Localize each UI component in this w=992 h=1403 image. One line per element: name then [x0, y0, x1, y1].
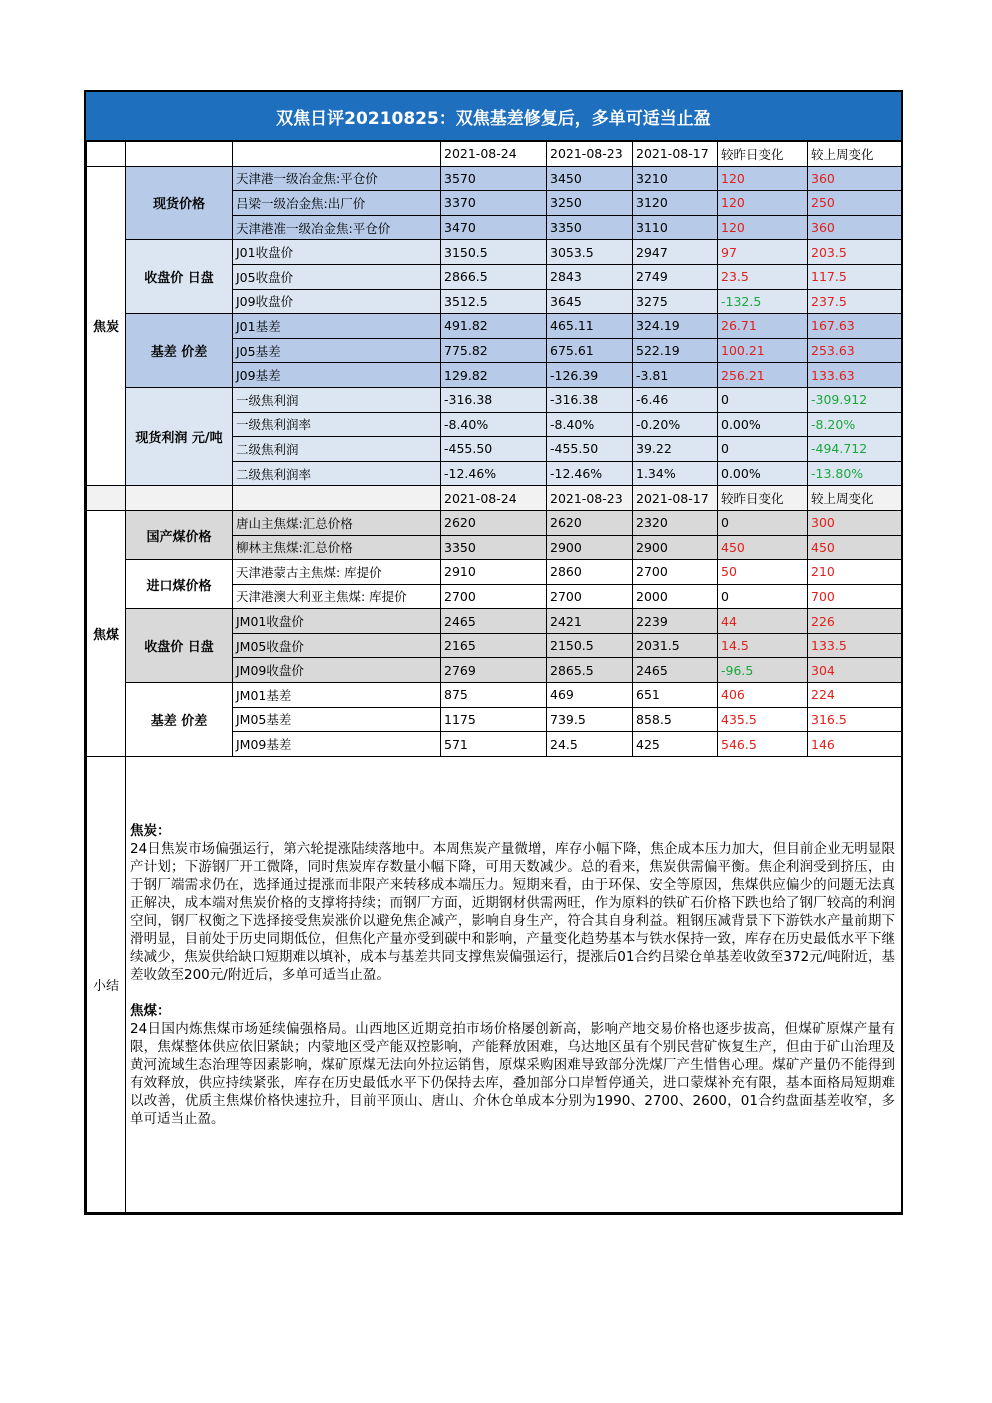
- value-cell: 304: [808, 658, 902, 683]
- value-cell: -96.5: [718, 658, 808, 683]
- value-cell: -12.46%: [441, 461, 547, 486]
- value-cell: -0.20%: [633, 412, 718, 437]
- value-cell: 2749: [633, 264, 718, 289]
- header-blank: [233, 142, 441, 167]
- summary-label: 小结: [87, 756, 126, 1212]
- group-label: 现货利润 元/吨: [126, 387, 233, 485]
- value-cell: -12.46%: [547, 461, 633, 486]
- value-cell: 651: [633, 683, 718, 708]
- value-cell: -316.38: [547, 387, 633, 412]
- value-cell: 2843: [547, 264, 633, 289]
- value-cell: 571: [441, 732, 547, 757]
- value-cell: 3150.5: [441, 240, 547, 265]
- row-label: J01收盘价: [233, 240, 441, 265]
- value-cell: 2465: [441, 609, 547, 634]
- value-cell: 100.21: [718, 338, 808, 363]
- coal-row: [87, 609, 902, 634]
- value-cell: -494.712: [808, 437, 902, 462]
- value-cell: -455.50: [547, 437, 633, 462]
- group-label: 国产煤价格: [126, 510, 233, 559]
- value-cell: 50: [718, 560, 808, 585]
- value-cell: 360: [808, 166, 902, 191]
- row-label: JM05收盘价: [233, 633, 441, 658]
- value-cell: 44: [718, 609, 808, 634]
- value-cell: 146: [808, 732, 902, 757]
- header-blank: [126, 142, 233, 167]
- coke-summary: [130, 822, 895, 984]
- value-cell: 226: [808, 609, 902, 634]
- column-header: 2021-08-17: [633, 142, 718, 167]
- value-cell: -132.5: [718, 289, 808, 314]
- group-label: 现货价格: [126, 166, 233, 240]
- value-cell: 1.34%: [633, 461, 718, 486]
- value-cell: 24.5: [547, 732, 633, 757]
- coke-summary-text: 24日焦炭市场偏强运行，第六轮提涨陆续落地中。本周焦炭产量微增，库存小幅下降，焦企成本压力加大，但目前企业无明显限产计划；下游钢厂开工微降，同时焦炭库存数量小幅下降，可用天数减少。总的看来，焦炭供需偏平衡。焦企利润受到挤压，由于钢厂端需求仍在，选择通过提涨而非限产来转移成本端压力。短期来看，由于环保、安全等原因，焦煤供应偏少的问题无法真正解决，成本端对焦炭价格的支撑将持续；而钢厂方面，近期钢材供需两旺，作为原料的铁矿石价格下跌也给了钢厂较高的利润空间，钢厂权衡之下选择接受焦炭涨价以避免焦企减产，影响自身生产，符合其自身利益。粗钢压减背景下下游铁水产量前期下滑明显，目前处于历史同期低位，但焦化产量亦受到碳中和影响，产量变化趋势基本与铁水保持一致，库存在历史最低水平下继续减少，焦炭供给缺口短期难以填补，成本与基差共同支撑焦炭偏强运行，提涨后01合约吕梁仓单基差收敛至372元/吨附近，基差收敛至200元/附近后，多单可适当止盈。: [130, 841, 895, 984]
- value-cell: 775.82: [441, 338, 547, 363]
- value-cell: 2000: [633, 584, 718, 609]
- value-cell: 0: [718, 584, 808, 609]
- value-cell: 23.5: [718, 264, 808, 289]
- row-label: 天津港准一级冶金焦:平仓价: [233, 215, 441, 240]
- report-title: 双焦日评20210825：双焦基差修复后，多单可适当止盈: [86, 92, 901, 141]
- value-cell: 360: [808, 215, 902, 240]
- value-cell: 3512.5: [441, 289, 547, 314]
- value-cell: 2947: [633, 240, 718, 265]
- value-cell: -316.38: [441, 387, 547, 412]
- value-cell: 3110: [633, 215, 718, 240]
- value-cell: 491.82: [441, 314, 547, 339]
- value-cell: -3.81: [633, 363, 718, 388]
- value-cell: 425: [633, 732, 718, 757]
- header-blank: [233, 486, 441, 511]
- value-cell: 2031.5: [633, 633, 718, 658]
- value-cell: 0.00%: [718, 412, 808, 437]
- row-label: 柳林主焦煤:汇总价格: [233, 535, 441, 560]
- value-cell: 450: [808, 535, 902, 560]
- value-cell: 2620: [547, 510, 633, 535]
- value-cell: 3570: [441, 166, 547, 191]
- row-label: 吕梁一级冶金焦:出厂价: [233, 191, 441, 216]
- data-table: [86, 141, 902, 1213]
- value-cell: -455.50: [441, 437, 547, 462]
- header-blank: [87, 142, 126, 167]
- coal-header-row: [87, 486, 902, 511]
- value-cell: 0: [718, 437, 808, 462]
- value-cell: 3350: [441, 535, 547, 560]
- row-label: 二级焦利润: [233, 437, 441, 462]
- value-cell: 133.63: [808, 363, 902, 388]
- value-cell: 406: [718, 683, 808, 708]
- report-sheet: [84, 90, 903, 1215]
- value-cell: -6.46: [633, 387, 718, 412]
- column-header: 2021-08-17: [633, 486, 718, 511]
- value-cell: 14.5: [718, 633, 808, 658]
- coal-summary-title: 焦煤：: [130, 1003, 171, 1020]
- coal-row: [87, 683, 902, 708]
- value-cell: 3120: [633, 191, 718, 216]
- value-cell: 3470: [441, 215, 547, 240]
- coke-row: [87, 240, 902, 265]
- group-label: 收盘价 日盘: [126, 240, 233, 314]
- row-label: J09基差: [233, 363, 441, 388]
- value-cell: 120: [718, 166, 808, 191]
- value-cell: 3450: [547, 166, 633, 191]
- value-cell: 253.63: [808, 338, 902, 363]
- group-label: 基差 价差: [126, 314, 233, 388]
- coke-row: [87, 387, 902, 412]
- value-cell: 2700: [441, 584, 547, 609]
- coal-summary: [130, 1002, 895, 1128]
- row-label: JM09收盘价: [233, 658, 441, 683]
- coke-summary-title: 焦炭：: [130, 823, 171, 840]
- row-label: 二级焦利润率: [233, 461, 441, 486]
- column-header: 较上周变化: [808, 486, 902, 511]
- value-cell: 2769: [441, 658, 547, 683]
- value-cell: 224: [808, 683, 902, 708]
- value-cell: 210: [808, 560, 902, 585]
- coal-section-label: 焦煤: [87, 510, 126, 756]
- value-cell: 120: [718, 215, 808, 240]
- coal-summary-text: 24日国内炼焦煤市场延续偏强格局。山西地区近期竞拍市场价格屡创新高，影响产地交易价格也逐步拔高，但煤矿原煤产量有限，焦煤整体供应依旧紧缺；内蒙地区受产能双控影响，产能释放困难，乌达地区虽有个别民营矿恢复生产，但由于矿山治理及黄河流域生态治理等因素影响，煤矿原煤无法向外拉运销售，原煤采购困难导致部分洗煤厂产生惜售心理。煤矿产量仍不能得到有效释放，供应持续紧张，库存在历史最低水平下仍保持去库，叠加部分口岸暂停通关，进口蒙煤补充有限，基本面格局短期难以改善，优质主焦煤价格快速拉升，目前平顶山、唐山、介休仓单成本分别为1990、2700、2600，01合约盘面基差收窄，多单可适当止盈。: [130, 1021, 895, 1128]
- coke-section-label: 焦炭: [87, 166, 126, 486]
- value-cell: 2150.5: [547, 633, 633, 658]
- header-blank: [126, 486, 233, 511]
- row-label: JM09基差: [233, 732, 441, 757]
- value-cell: 3053.5: [547, 240, 633, 265]
- value-cell: 858.5: [633, 707, 718, 732]
- value-cell: 700: [808, 584, 902, 609]
- value-cell: 300: [808, 510, 902, 535]
- row-label: J05收盘价: [233, 264, 441, 289]
- value-cell: -8.40%: [441, 412, 547, 437]
- column-header: 较上周变化: [808, 142, 902, 167]
- value-cell: 2700: [547, 584, 633, 609]
- header-blank: [87, 486, 126, 511]
- value-cell: 875: [441, 683, 547, 708]
- value-cell: 2900: [547, 535, 633, 560]
- value-cell: 2700: [633, 560, 718, 585]
- value-cell: 2239: [633, 609, 718, 634]
- column-header: 2021-08-23: [547, 486, 633, 511]
- group-label: 进口煤价格: [126, 560, 233, 609]
- coal-row: [87, 560, 902, 585]
- row-label: 一级焦利润: [233, 387, 441, 412]
- value-cell: 675.61: [547, 338, 633, 363]
- coke-row: [87, 166, 902, 191]
- value-cell: 120: [718, 191, 808, 216]
- row-label: JM01收盘价: [233, 609, 441, 634]
- row-label: 唐山主焦煤:汇总价格: [233, 510, 441, 535]
- value-cell: -8.40%: [547, 412, 633, 437]
- value-cell: 546.5: [718, 732, 808, 757]
- value-cell: 26.71: [718, 314, 808, 339]
- value-cell: 2320: [633, 510, 718, 535]
- row-label: JM01基差: [233, 683, 441, 708]
- value-cell: 167.63: [808, 314, 902, 339]
- value-cell: -13.80%: [808, 461, 902, 486]
- value-cell: 1175: [441, 707, 547, 732]
- value-cell: 39.22: [633, 437, 718, 462]
- value-cell: -309.912: [808, 387, 902, 412]
- value-cell: 465.11: [547, 314, 633, 339]
- value-cell: -8.20%: [808, 412, 902, 437]
- value-cell: 133.5: [808, 633, 902, 658]
- value-cell: 237.5: [808, 289, 902, 314]
- column-header: 2021-08-23: [547, 142, 633, 167]
- value-cell: 0: [718, 510, 808, 535]
- column-header: 2021-08-24: [441, 486, 547, 511]
- value-cell: 522.19: [633, 338, 718, 363]
- summary-row: [87, 756, 902, 1212]
- value-cell: 2421: [547, 609, 633, 634]
- value-cell: 739.5: [547, 707, 633, 732]
- value-cell: 450: [718, 535, 808, 560]
- coke-header-row: [87, 142, 902, 167]
- value-cell: 3210: [633, 166, 718, 191]
- value-cell: 0.00%: [718, 461, 808, 486]
- column-header: 较昨日变化: [718, 486, 808, 511]
- value-cell: 3370: [441, 191, 547, 216]
- row-label: JM05基差: [233, 707, 441, 732]
- group-label: 收盘价 日盘: [126, 609, 233, 683]
- coke-row: [87, 314, 902, 339]
- value-cell: 3350: [547, 215, 633, 240]
- value-cell: 435.5: [718, 707, 808, 732]
- coal-row: [87, 510, 902, 535]
- value-cell: 250: [808, 191, 902, 216]
- row-label: 一级焦利润率: [233, 412, 441, 437]
- group-label: 基差 价差: [126, 683, 233, 757]
- row-label: 天津港澳大利亚主焦煤: 库提价: [233, 584, 441, 609]
- value-cell: 2866.5: [441, 264, 547, 289]
- value-cell: 324.19: [633, 314, 718, 339]
- value-cell: 3250: [547, 191, 633, 216]
- value-cell: 3645: [547, 289, 633, 314]
- row-label: 天津港一级冶金焦:平仓价: [233, 166, 441, 191]
- value-cell: 2165: [441, 633, 547, 658]
- value-cell: 97: [718, 240, 808, 265]
- value-cell: 3275: [633, 289, 718, 314]
- row-label: J09收盘价: [233, 289, 441, 314]
- column-header: 较昨日变化: [718, 142, 808, 167]
- value-cell: 316.5: [808, 707, 902, 732]
- value-cell: 0: [718, 387, 808, 412]
- row-label: J05基差: [233, 338, 441, 363]
- value-cell: 2900: [633, 535, 718, 560]
- value-cell: -126.39: [547, 363, 633, 388]
- value-cell: 256.21: [718, 363, 808, 388]
- value-cell: 2910: [441, 560, 547, 585]
- value-cell: 203.5: [808, 240, 902, 265]
- value-cell: 129.82: [441, 363, 547, 388]
- value-cell: 2620: [441, 510, 547, 535]
- column-header: 2021-08-24: [441, 142, 547, 167]
- value-cell: 2865.5: [547, 658, 633, 683]
- row-label: J01基差: [233, 314, 441, 339]
- summary-content: [126, 756, 902, 1212]
- value-cell: 117.5: [808, 264, 902, 289]
- value-cell: 2860: [547, 560, 633, 585]
- value-cell: 2465: [633, 658, 718, 683]
- row-label: 天津港蒙古主焦煤: 库提价: [233, 560, 441, 585]
- value-cell: 469: [547, 683, 633, 708]
